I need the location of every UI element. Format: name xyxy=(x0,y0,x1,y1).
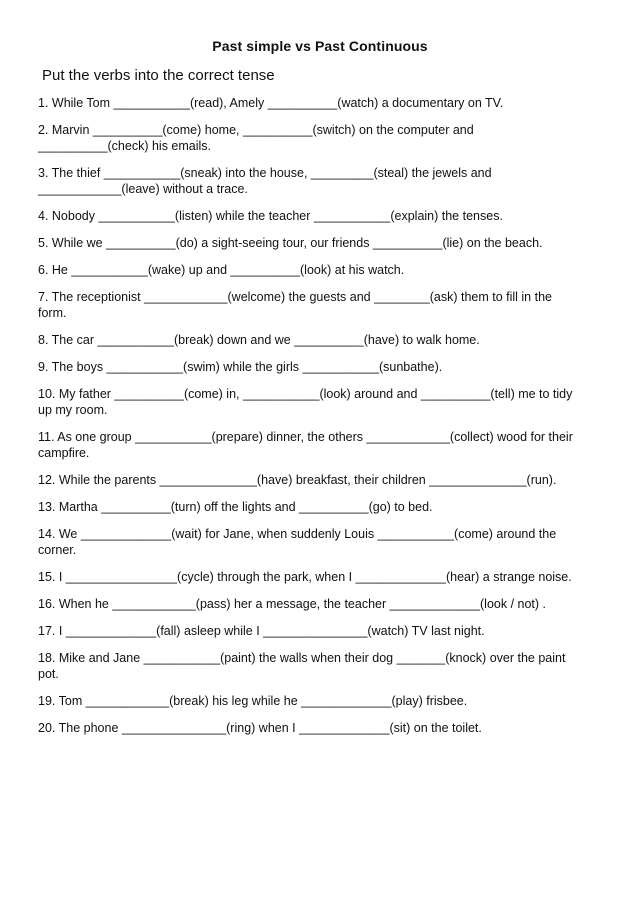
question-11: 11. As one group ___________(prepare) dinner, the others ____________(collect) wood for their campfire. xyxy=(38,430,573,460)
question-5: 5. While we __________(do) a sight-seeing tour, our friends __________(lie) on the beach. xyxy=(38,236,543,250)
exercise-list xyxy=(38,95,598,736)
question-15: 15. I ________________(cycle) through the park, when I _____________(hear) a strange noise. xyxy=(38,570,572,584)
question-6: 6. He ___________(wake) up and __________(look) at his watch. xyxy=(38,263,405,277)
question-14: 14. We _____________(wait) for Jane, when suddenly Louis ___________(come) around the corner. xyxy=(38,527,557,557)
question-18: 18. Mike and Jane ___________(paint) the walls when their dog _______(knock) over the paint pot. xyxy=(38,651,566,681)
question-13: 13. Martha __________(turn) off the lights and __________(go) to bed. xyxy=(38,500,433,514)
question-7: 7. The receptionist ____________(welcome) the guests and ________(ask) them to fill in the form. xyxy=(38,290,552,320)
question-12: 12. While the parents ______________(have) breakfast, their children ______________(run). xyxy=(38,473,557,487)
question-19: 19. Tom ____________(break) his leg while he _____________(play) frisbee. xyxy=(38,694,468,708)
question-3: 3. The thief ___________(sneak) into the house, _________(steal) the jewels and ____________(leave) without a trace. xyxy=(38,166,492,196)
question-17: 17. I _____________(fall) asleep while I _______________(watch) TV last night. xyxy=(38,624,485,638)
question-16: 16. When he ____________(pass) her a message, the teacher _____________(look / not) . xyxy=(38,597,546,611)
question-1: 1. While Tom ___________(read), Amely __________(watch) a documentary on TV. xyxy=(38,96,504,110)
page-title: Past simple vs Past Continuous xyxy=(212,38,428,54)
question-20: 20. The phone _______________(ring) when I _____________(sit) on the toilet. xyxy=(38,721,482,735)
question-9: 9. The boys ___________(swim) while the girls ___________(sunbathe). xyxy=(38,360,443,374)
question-2: 2. Marvin __________(come) home, __________(switch) on the computer and __________(check) his emails. xyxy=(38,123,474,153)
question-10: 10. My father __________(come) in, ___________(look) around and __________(tell) me to tidy up my room. xyxy=(38,387,573,417)
instruction-text: Put the verbs into the correct tense xyxy=(42,67,275,84)
question-8: 8. The car ___________(break) down and we __________(have) to walk home. xyxy=(38,333,480,347)
question-4: 4. Nobody ___________(listen) while the teacher ___________(explain) the tenses. xyxy=(38,209,503,223)
